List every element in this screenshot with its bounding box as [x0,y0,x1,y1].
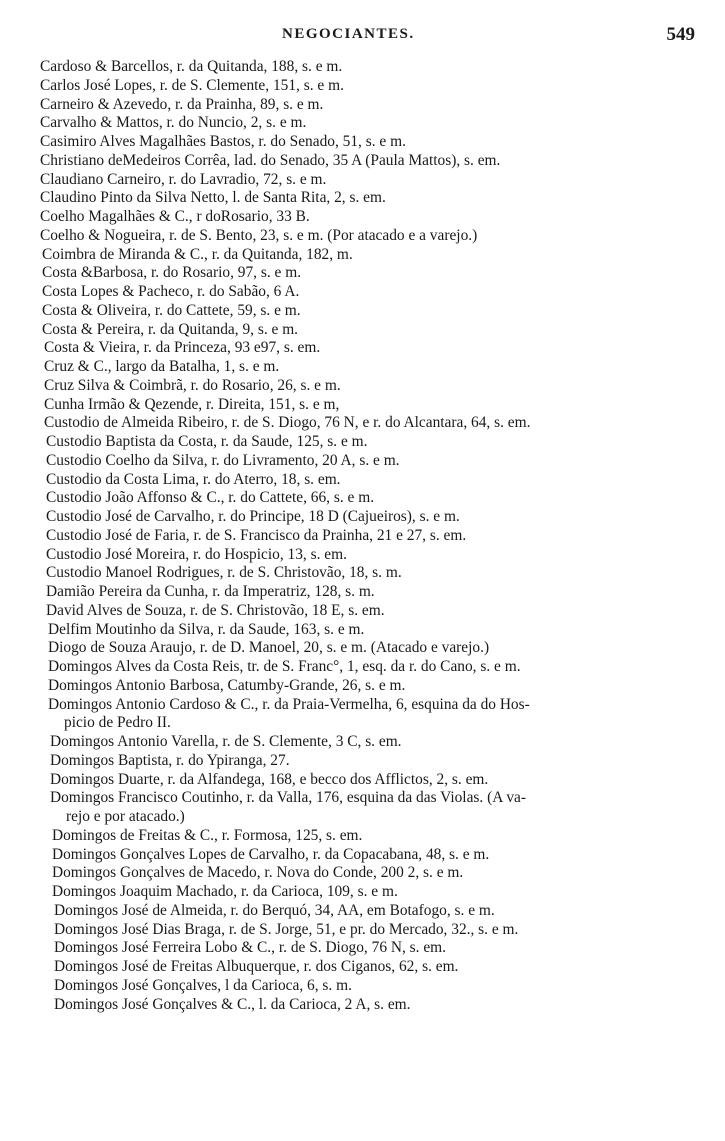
entry-text: Domingos José de Almeida, r. do Berquó, 34, AA, em Botafogo, s. e m. [54,901,495,919]
directory-entry [0,696,725,734]
directory-entry [0,96,725,115]
directory-entry [0,114,725,133]
directory-entry [0,414,725,433]
directory-entry [0,171,725,190]
entry-text: Carlos José Lopes, r. de S. Clemente, 151, s. e m. [40,76,344,94]
entry-list [0,58,725,1014]
entry-text: Domingos Duarte, r. da Alfandega, 168, e becco dos Afflictos, 2, s. em. [50,770,489,788]
entry-text: Domingos Francisco Coutinho, r. da Valla, 176, esquina da das Violas. (A va- [50,789,526,807]
entry-text: Costa Lopes & Pacheco, r. do Sabão, 6 A. [42,283,300,300]
entry-text: Coelho Magalhães & C., r doRosario, 33 B. [40,208,310,225]
directory-entry [0,246,725,265]
directory-entry [0,377,725,396]
entry-text: Domingos Antonio Varella, r. de S. Clemente, 3 C, s. em. [50,733,402,750]
directory-entry [0,602,725,621]
directory-entry [0,58,725,77]
directory-entry [0,677,725,696]
entry-text: Delfim Moutinho da Silva, r. da Saude, 163, s. e m. [48,620,365,638]
entry-text: Domingos Antonio Cardoso & C., r. da Praia-Vermelha, 6, esquina da do Hos- [48,695,530,713]
directory-entry [0,508,725,527]
directory-entry [0,433,725,452]
directory-entry [0,939,725,958]
directory-entry [0,264,725,283]
entry-text: Domingos José Gonçalves & C., l. da Carioca, 2 A, s. em. [54,995,411,1013]
entry-text: David Alves de Souza, r. de S. Christovão, 18 E, s. em. [46,601,385,619]
directory-entry [0,208,725,227]
directory-entry [0,283,725,302]
entry-text: Diogo de Souza Araujo, r. de D. Manoel, 20, s. e m. (Atacado e varejo.) [48,639,490,657]
entry-text: Casimiro Alves Magalhães Bastos, r. do Senado, 51, s. e m. [40,133,406,150]
directory-entry [0,358,725,377]
directory-entry [0,396,725,415]
entry-text: Domingos José de Freitas Albuquerque, r. dos Ciganos, 62, s. em. [54,958,459,975]
directory-entry [0,621,725,640]
entry-continuation: rejo e por atacado.) [66,808,185,825]
entry-text: Custodio José Moreira, r. do Hospicio, 13, s. em. [46,545,347,563]
directory-entry [0,977,725,996]
page-number: 549 [666,24,695,45]
entry-text: Custodio José de Carvalho, r. do Principe, 18 D (Cajueiros), s. e m. [46,508,460,525]
directory-entry [0,452,725,471]
directory-entry [0,846,725,865]
entry-text: Custodio José de Faria, r. de S. Francisco da Prainha, 21 e 27, s. em. [46,526,467,544]
entry-text: Custodio de Almeida Ribeiro, r. de S. Diogo, 76 N, e r. do Alcantara, 64, s. em. [44,414,531,432]
entry-text: Claudino Pinto da Silva Netto, l. de Santa Rita, 2, s. em. [40,189,386,207]
entry-text: Domingos Gonçalves Lopes de Carvalho, r. da Copacabana, 48, s. e m. [52,845,490,863]
entry-text: Damião Pereira da Cunha, r. da Imperatriz, 128, s. m. [46,583,375,600]
directory-entry [0,321,725,340]
entry-text: Coimbra de Miranda & C., r. da Quitanda, 182, m. [42,245,353,263]
directory-entry [0,339,725,358]
entry-text: Cruz & C., largo da Batalha, 1, s. e m. [44,358,280,375]
directory-entry [0,77,725,96]
directory-entry [0,527,725,546]
entry-text: Domingos Baptista, r. do Ypiranga, 27. [50,751,290,769]
entry-text: Costa & Vieira, r. da Princeza, 93 e97, s. em. [44,339,321,357]
directory-entry [0,189,725,208]
entry-text: Christiano deMedeiros Corrêa, lad. do Senado, 35 A (Paula Mattos), s. em. [40,151,501,169]
directory-entry [0,864,725,883]
entry-text: Domingos Gonçalves de Macedo, r. Nova do Conde, 200 2, s. e m. [52,864,464,882]
entry-text: Custodio Baptista da Costa, r. da Saude, 125, s. e m. [46,433,368,450]
entry-text: Domingos Antonio Barbosa, Catumby-Grande, 26, s. e m. [48,676,406,694]
directory-entry [0,958,725,977]
directory-entry [0,489,725,508]
entry-text: Cruz Silva & Coimbrã, r. do Rosario, 26, s. e m. [44,376,341,394]
entry-text: Custodio Coelho da Silva, r. do Livramento, 20 A, s. e m. [46,451,400,469]
entry-text: Costa & Pereira, r. da Quitanda, 9, s. e m. [42,320,299,338]
directory-entry [0,996,725,1015]
directory-entry [0,752,725,771]
entry-text: Claudiano Carneiro, r. do Lavradio, 72, s. e m. [40,170,327,188]
entry-text: Domingos José Gonçalves, l da Carioca, 6, s. m. [54,976,352,994]
entry-text: Custodio da Costa Lima, r. do Aterro, 18, s. em. [46,470,341,488]
entry-text: Cunha Irmão & Qezende, r. Direita, 151, s. e m, [44,395,340,413]
directory-entry [0,771,725,790]
directory-entry [0,583,725,602]
directory-entry [0,133,725,152]
directory-entry [0,302,725,321]
directory-entry [0,564,725,583]
entry-text: Domingos José Ferreira Lobo & C., r. de S. Diogo, 76 N, s. em. [54,939,447,957]
directory-entry [0,789,725,827]
directory-entry [0,827,725,846]
directory-entry [0,883,725,902]
entry-text: Domingos Joaquim Machado, r. da Carioca, 109, s. e m. [52,883,398,900]
page-header [0,26,725,50]
entry-text: Domingos Alves da Costa Reis, tr. de S. Franc°, 1, esq. da r. do Cano, s. e m. [48,658,521,675]
directory-entry [0,733,725,752]
entry-text: Costa &Barbosa, r. do Rosario, 97, s. e m. [42,264,302,282]
directory-entry [0,639,725,658]
entry-text: Carvalho & Mattos, r. do Nuncio, 2, s. e m. [40,114,307,132]
entry-text: Domingos José Dias Braga, r. de S. Jorge, 51, e pr. do Mercado, 32., s. e m. [54,920,519,938]
entry-text: Custodio Manoel Rodrigues, r. de S. Christovão, 18, s. m. [46,564,402,582]
directory-entry [0,658,725,677]
directory-entry [0,902,725,921]
directory-entry [0,546,725,565]
directory-entry [0,152,725,171]
entry-text: Carneiro & Azevedo, r. da Prainha, 89, s. e m. [40,95,324,113]
running-title: NEGOCIANTES. [282,26,415,42]
entry-text: Costa & Oliveira, r. do Cattete, 59, s. e m. [42,301,301,319]
entry-text: Custodio João Affonso & C., r. do Cattete, 66, s. e m. [46,489,375,507]
directory-entry [0,471,725,490]
entry-text: Cardoso & Barcellos, r. da Quitanda, 188, s. e m. [40,58,343,75]
entry-continuation: picio de Pedro II. [64,714,171,732]
entry-text: Domingos de Freitas & C., r. Formosa, 125, s. em. [52,826,363,844]
directory-entry [0,921,725,940]
directory-entry [0,227,725,246]
entry-text: Coelho & Nogueira, r. de S. Bento, 23, s. e m. (Por atacado e a varejo.) [40,226,478,244]
